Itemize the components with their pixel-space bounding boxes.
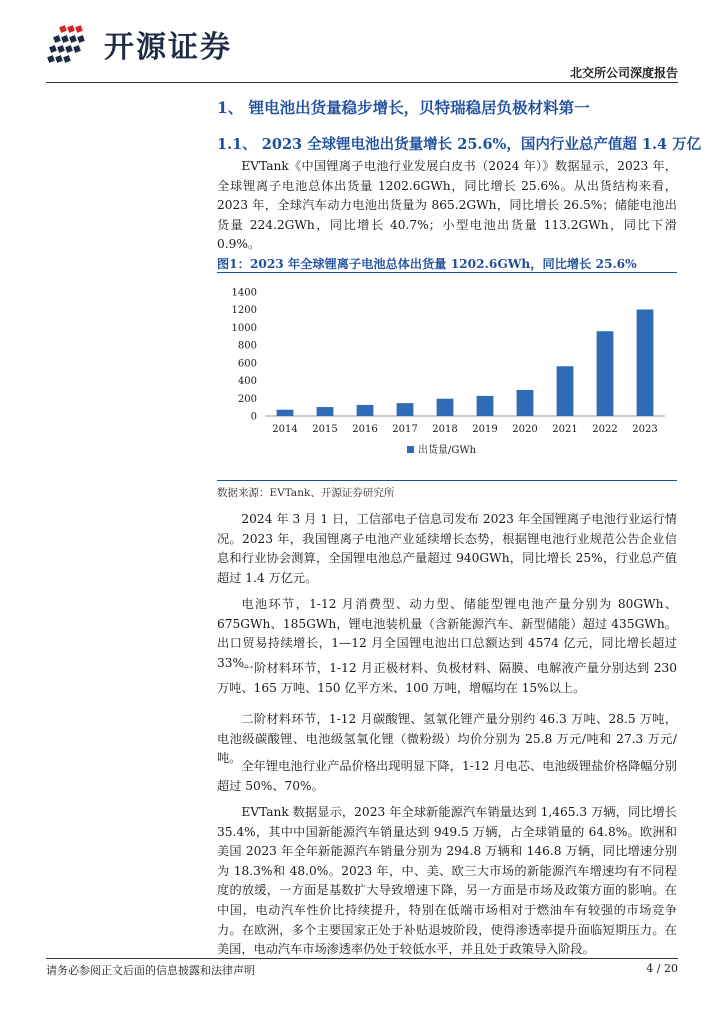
paragraph-2: 2024 年 3 月 1 日，工信部电子信息司发布 2023 年全国锂离子电池行业运行情况。2023 年，我国锂离子电池产业延续增长态势，根据锂电池行业规范公告企业信息和行业协会测算，全国锂电池总产量超过 940GWh，同比增长 25%，行业总产值超过 1.4 万亿元。 [217,512,677,585]
shipment-bar-chart [217,278,677,478]
x-tick-label: 2017 [392,424,418,435]
y-tick-label: 400 [237,376,257,388]
bar-2020 [517,390,534,416]
y-tick-label: 600 [237,358,257,370]
x-tick-label: 2020 [512,424,538,435]
y-tick-label: 1400 [231,287,257,299]
figure-bottom-rule [217,480,677,481]
x-tick-label: 2014 [272,424,298,435]
paragraph-4: 一阶材料环节，1-12 月正极材料、负极材料、隔膜、电解液产量分别达到 230 万吨、165 万吨、150 亿平方米、100 万吨，增幅均在 15%以上。 [217,661,677,695]
bar-2019 [477,396,494,416]
x-tick-label: 2021 [552,424,578,435]
paragraph-3: 电池环节，1-12 月消费型、动力型、储能型锂电池产量分别为 80GWh、675GWh、185GWh，锂电池装机量（含新能源汽车、新型储能）超过 435GWh。出口贸易持续增长，1—12 月全国锂电池出口总额达到 4574 亿元，同比增长超过 33%。 [217,597,677,670]
x-axis-ticks [272,424,657,435]
section-title: 1、 锂电池出货量稳步增长，贝特瑞稳居负极材料第一 [217,98,590,117]
figure-source: 数据来源：EVTank、开源证券研究所 [217,487,395,499]
footer-divider [46,958,678,959]
report-type-label: 北交所公司深度报告 [569,66,678,80]
y-axis [232,288,257,423]
x-tick-label: 2019 [472,424,498,435]
bar-2016 [357,405,374,416]
x-tick-label: 2016 [352,424,378,435]
bar-2023 [637,309,654,416]
bar-2017 [397,403,414,416]
x-tick-label: 2022 [592,424,618,435]
x-tick-label: 2018 [432,424,458,435]
legend-swatch [407,446,414,453]
bar-2018 [437,399,454,416]
chart-legend [407,443,477,456]
header-divider [46,82,678,83]
paragraph-5: 二阶材料环节，1-12 月碳酸锂、氢氧化锂产量分别约 46.3 万吨、28.5 万吨，电池级碳酸锂、电池级氢氧化锂（微粉级）均价分别为 25.8 万元/吨和 27.3 万元/吨。 [217,712,677,766]
y-tick-label: 200 [237,393,257,405]
bar-2021 [557,366,574,416]
legend-label: 出货量/GWh [418,445,477,456]
y-tick-label: 1200 [231,305,257,317]
y-tick-label: 1000 [231,322,257,334]
subsection-title: 1.1、 2023 全球锂电池出货量增长 25.6%，国内行业总产值超 1.4 万亿 [217,136,702,153]
bar-2014 [277,410,294,416]
x-tick-label: 2015 [312,424,338,435]
paragraph-1: EVTank《中国锂离子电池行业发展白皮书（2024 年）》数据显示，2023 年，全球锂离子电池总体出货量 1202.6GWh，同比增长 25.6%。从出货结构来看，2023 年，全球汽车动力电池出货量为 865.2GWh，同比增长 26.5%；储能电池出货量 224.2GWh，同比增长 40.7%；小型电池出货量 113.2GWh，同比下滑 0.9%。 [217,159,677,252]
figure-caption: 图1：2023 年全球锂离子电池总体出货量 1202.6GWh，同比增长 25.6% [217,257,637,271]
paragraph-6: 全年锂电池行业产品价格出现明显下降，1-12 月电芯、电池级锂盐价格降幅分别超过 50%、70%。 [217,759,677,793]
brand-name: 开源证券 [104,30,232,65]
brand-mark-icon [46,22,96,66]
footer-disclaimer: 请务必参阅正文后面的信息披露和法律声明 [46,964,255,977]
x-tick-label: 2023 [632,424,658,435]
bars [277,309,654,416]
brand-logo [46,18,232,70]
y-tick-label: 800 [237,340,257,352]
figure-top-rule [217,272,677,273]
page-number: 4 / 20 [646,962,678,975]
bar-2022 [597,331,614,416]
bar-2015 [317,407,334,416]
y-tick-label: 0 [250,411,257,423]
paragraph-7: EVTank 数据显示，2023 年全球新能源汽车销量达到 1,465.3 万辆，同比增长 35.4%，其中中国新能源汽车销量达到 949.5 万辆，占全球销量的 64.8%。欧洲和美国 2023 年全年新能源汽车销量分别为 294.8 万辆和 146.8 万辆，同比增速分别为 18.3%和 48.0%。2023 年，中、美、欧三大市场的新能源汽车增速均有不同程度的放缓，一方面是基数扩大导致增速下降，另一方面是市场及政策方面的影响。在中国，电动汽车性价比持续提升，特别在低端市场相对于燃油车有较强的市场竞争力。在欧洲，多个主要国家正处于补贴退坡阶段，使得渗透率提升面临短期压力。在美国，电动汽车市场渗透率仍处于较低水平，并且处于政策导入阶段。 [217,805,677,957]
